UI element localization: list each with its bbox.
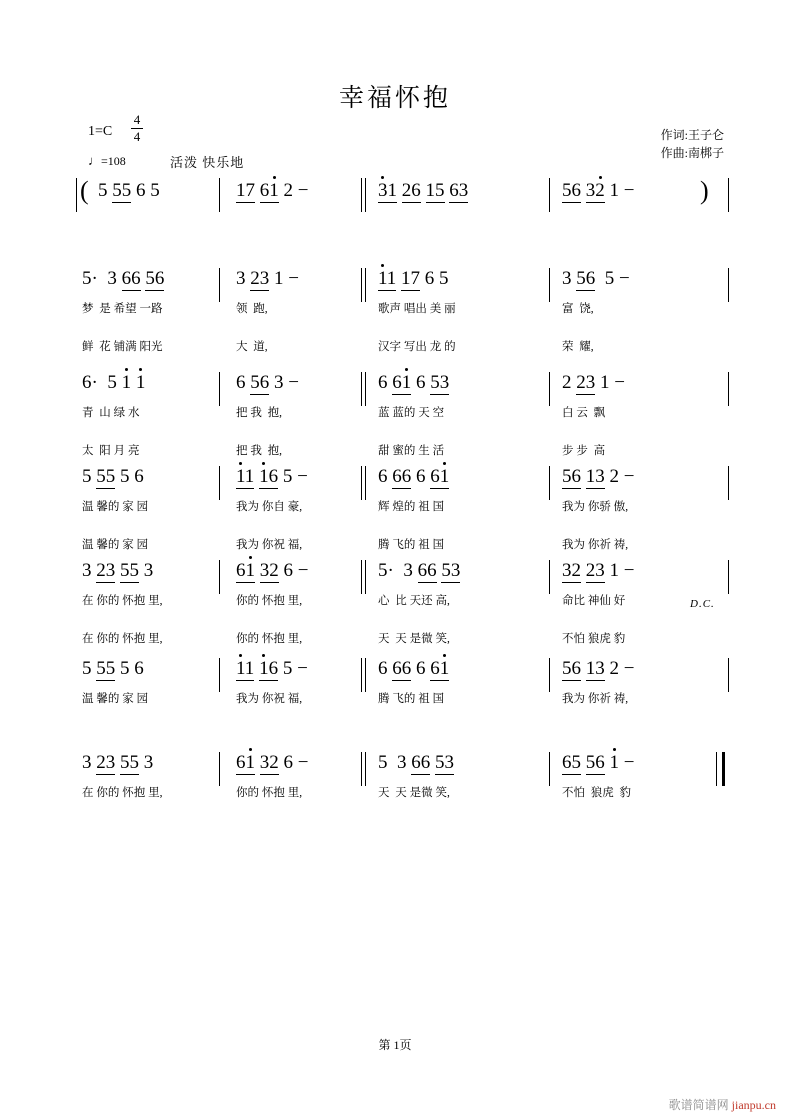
lyric-line-2: 荣 耀,	[562, 341, 594, 353]
lyric-line-1: 辉 煌的 祖 国	[378, 501, 445, 513]
barline	[219, 178, 220, 212]
measure: 6· 5 1 1 青 山 绿 水 太 阳 月 亮	[82, 372, 146, 457]
barline	[365, 560, 366, 594]
lyric-line-2: 天 天 是微 笑,	[378, 633, 450, 645]
barline	[219, 466, 220, 500]
lyric-line-1: 歌声 唱出 美 丽	[378, 303, 456, 315]
music-system-1	[0, 268, 790, 353]
quarter-note-icon: ♩	[88, 153, 101, 168]
watermark-text: 歌谱简谱网	[668, 1098, 729, 1112]
key-signature: 1=C	[88, 124, 113, 139]
measure: 5 55 5 6 温 馨的 家 园	[82, 658, 149, 705]
barline	[728, 372, 729, 406]
barline	[219, 752, 220, 786]
lyric-line-1: 白 云 飘	[562, 407, 606, 419]
measure: 5 3 66 53 天 天 是微 笑,	[378, 752, 454, 799]
measure: 6 61 6 53 蓝 蓝的 天 空 甜 蜜的 生 活	[378, 372, 450, 457]
measure: 56 13 2 − 我为 你骄 傲, 我为 你祈 祷,	[562, 466, 635, 551]
music-system-6	[0, 752, 790, 812]
credits	[661, 126, 724, 162]
barline	[361, 178, 362, 212]
lyric-line-1: 命比 神仙 好	[562, 595, 626, 607]
lyric-line-1: 我为 你骄 傲,	[562, 501, 629, 513]
lyric-line-2: 腾 飞的 祖 国	[378, 539, 445, 551]
intro-measure-2: 17 61 2 −	[236, 180, 309, 201]
lyric-line-2: 太 阳 月 亮	[82, 445, 140, 457]
mood-marking: 活泼 快乐地	[170, 155, 245, 170]
time-signature-denominator: 4	[133, 128, 141, 144]
measure: 3 23 55 3 在 你的 怀抱 里, 在 你的 怀抱 里,	[82, 560, 163, 645]
lyric-line-1: 心 比 天还 高,	[378, 595, 450, 607]
tempo-value: =108	[101, 154, 126, 168]
barline	[728, 560, 729, 594]
barline	[549, 268, 550, 302]
barline	[219, 372, 220, 406]
lyric-line-2: 不怕 狼虎 豹	[562, 633, 626, 645]
page-number: 第 1页	[378, 1038, 412, 1052]
tempo-marking	[88, 153, 126, 169]
measure: 3 23 55 3 在 你的 怀抱 里,	[82, 752, 163, 799]
measure: 11 16 5 − 我为 你自 豪, 我为 你祝 福,	[236, 466, 308, 551]
barline	[728, 268, 729, 302]
intro-close-paren: )	[700, 176, 709, 205]
barline	[361, 658, 362, 692]
lyric-line-1: 你的 怀抱 里,	[236, 595, 303, 607]
lyric-line-1: 青 山 绿 水	[82, 407, 140, 419]
barline	[728, 178, 729, 212]
barline	[361, 752, 362, 786]
barline	[549, 658, 550, 692]
lyric-line-1: 在 你的 怀抱 里,	[82, 787, 163, 799]
lyric-line-2: 把 我 抱,	[236, 445, 282, 457]
measure: 3 23 1 − 领 跑, 大 道,	[236, 268, 299, 353]
measure: 11 16 5 − 我为 你祝 福,	[236, 658, 308, 705]
lyric-line-1: 把 我 抱,	[236, 407, 282, 419]
lyricist: 作词:王子仑	[660, 128, 724, 142]
lyric-line-2: 你的 怀抱 里,	[236, 633, 303, 645]
dc-marking: D.C.	[690, 598, 715, 610]
lyric-line-2: 汉字 写出 龙 的	[378, 341, 456, 353]
page-title: 幸福怀抱	[338, 85, 451, 112]
lyric-line-1: 我为 你自 豪,	[236, 501, 303, 513]
lyric-line-2: 在 你的 怀抱 里,	[82, 633, 163, 645]
lyric-line-1: 领 跑,	[236, 303, 268, 315]
lyric-line-2: 鲜 花 铺满 阳光	[82, 341, 163, 353]
barline	[549, 178, 550, 212]
lyric-line-1: 腾 飞的 祖 国	[378, 693, 445, 705]
lyric-line-1: 你的 怀抱 里,	[236, 787, 303, 799]
barline	[549, 752, 550, 786]
lyric-line-2: 我为 你祈 祷,	[562, 539, 629, 551]
measure: 6 56 3 − 把 我 抱, 把 我 抱,	[236, 372, 299, 457]
measure: 61 32 6 − 你的 怀抱 里, 你的 怀抱 里,	[236, 560, 309, 645]
measure: 6 66 6 61 辉 煌的 祖 国 腾 飞的 祖 国	[378, 466, 450, 551]
barline	[361, 466, 362, 500]
barline	[365, 466, 366, 500]
measure: 65 56 1 − 不怕 狼虎 豹	[562, 752, 635, 799]
barline	[365, 178, 366, 212]
music-system-4	[0, 560, 790, 645]
barline	[549, 560, 550, 594]
barline	[219, 658, 220, 692]
barline	[365, 658, 366, 692]
measure: 2 23 1 − 白 云 飘 步 步 高	[562, 372, 625, 457]
barline	[361, 372, 362, 406]
final-barline	[722, 752, 725, 786]
lyric-line-1: 温 馨的 家 园	[82, 501, 149, 513]
measure: 11 17 6 5 歌声 唱出 美 丽 汉字 写出 龙 的	[378, 268, 456, 353]
measure: 61 32 6 − 你的 怀抱 里,	[236, 752, 309, 799]
barline	[361, 560, 362, 594]
music-system-3	[0, 466, 790, 551]
time-signature	[128, 113, 146, 143]
measure: 6 66 6 61 腾 飞的 祖 国	[378, 658, 450, 705]
intro-open-paren: (	[80, 176, 89, 205]
lyric-line-1: 不怕 狼虎 豹	[562, 787, 631, 799]
intro-measure-3: 31 26 15 63	[378, 180, 469, 201]
barline	[219, 560, 220, 594]
watermark	[669, 1096, 776, 1113]
composer: 作曲:南梆子	[660, 146, 724, 160]
measure: 5 55 5 6 温 馨的 家 园 温 馨的 家 园	[82, 466, 149, 551]
lyric-line-2: 我为 你祝 福,	[236, 539, 303, 551]
lyric-line-2: 温 馨的 家 园	[82, 539, 149, 551]
intro-measure-4: 56 32 1 −	[562, 180, 640, 201]
barline	[365, 268, 366, 302]
barline	[365, 372, 366, 406]
music-system-2	[0, 372, 790, 457]
music-system-5	[0, 658, 790, 718]
lyric-line-1: 在 你的 怀抱 里,	[82, 595, 163, 607]
barline	[728, 658, 729, 692]
barline	[219, 268, 220, 302]
lyric-line-1: 梦 是 希望 一路	[82, 303, 163, 315]
barline	[365, 752, 366, 786]
measure: 56 13 2 − 我为 你祈 祷,	[562, 658, 635, 705]
watermark-site: jianpu.cn	[731, 1098, 776, 1112]
lyric-line-1: 温 馨的 家 园	[82, 693, 149, 705]
measure: 5· 3 66 53 心 比 天还 高, 天 天 是微 笑,	[378, 560, 461, 645]
barline	[549, 466, 550, 500]
time-signature-numerator: 4	[133, 112, 141, 127]
lyric-line-2: 甜 蜜的 生 活	[378, 445, 445, 457]
intro-measure-1: 5 55 6 5	[98, 180, 160, 201]
barline	[361, 268, 362, 302]
lyric-line-1: 富 饶,	[562, 303, 594, 315]
lyric-line-2: 步 步 高	[562, 445, 606, 457]
lyric-line-1: 天 天 是微 笑,	[378, 787, 450, 799]
lyric-line-1: 我为 你祈 祷,	[562, 693, 629, 705]
lyric-line-1: 我为 你祝 福,	[236, 693, 303, 705]
measure: 5· 3 66 56 梦 是 希望 一路 鲜 花 铺满 阳光	[82, 268, 165, 353]
lyric-line-2: 大 道,	[236, 341, 268, 353]
measure: 3 56 5 − 富 饶, 荣 耀,	[562, 268, 630, 353]
intro-system	[0, 172, 790, 212]
barline	[728, 466, 729, 500]
barline	[716, 752, 717, 786]
barline	[549, 372, 550, 406]
barline	[76, 178, 77, 212]
lyric-line-1: 蓝 蓝的 天 空	[378, 407, 445, 419]
measure: 32 23 1 − 命比 神仙 好 不怕 狼虎 豹	[562, 560, 635, 645]
